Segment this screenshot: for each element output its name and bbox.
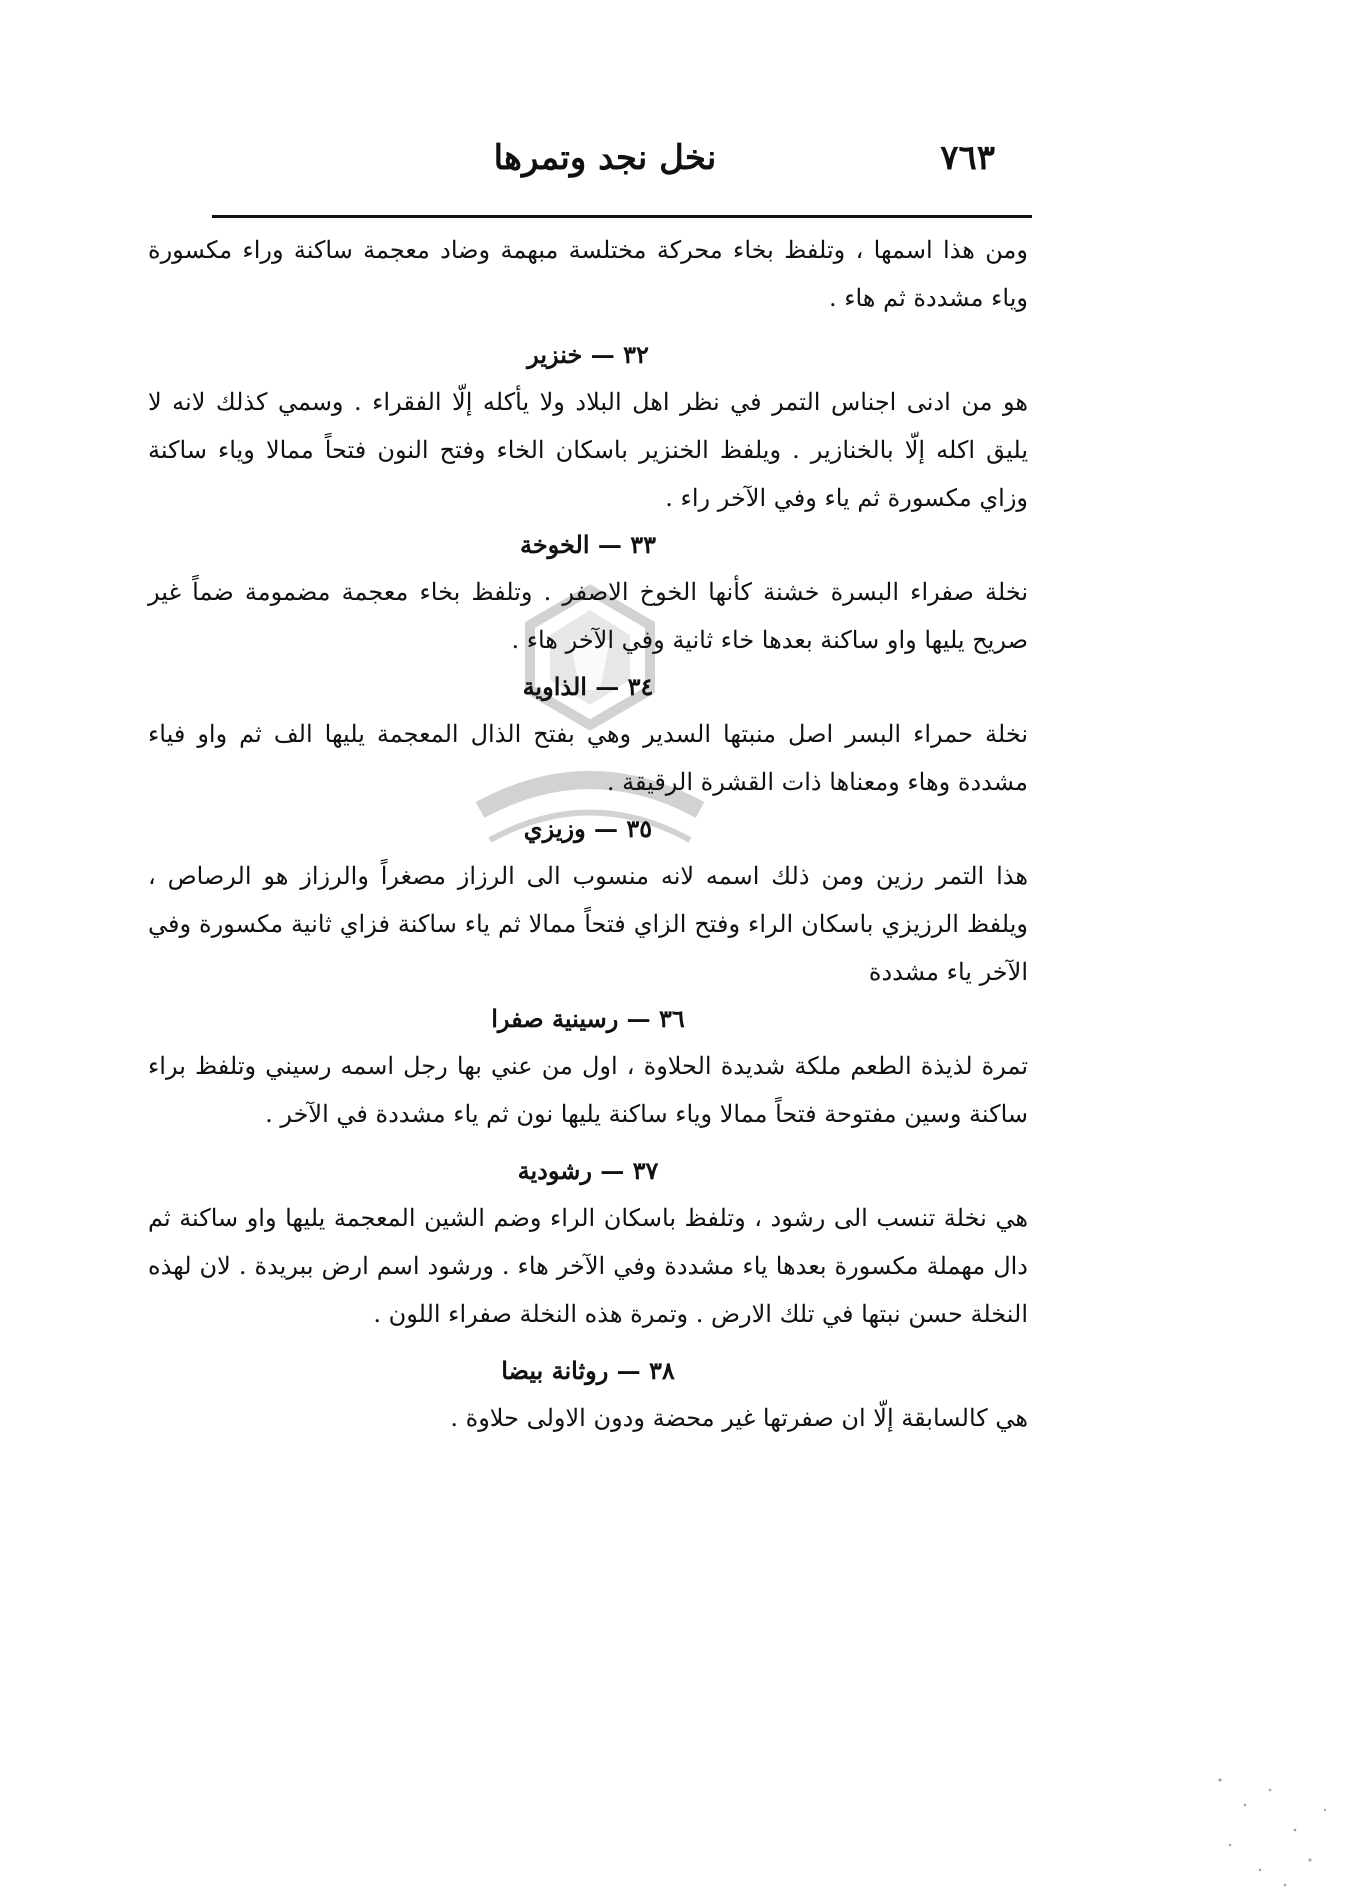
entry-heading-33: ٣٣ — الخوخة <box>519 530 657 559</box>
entry-text-37: هي نخلة تنسب الى رشود ، وتلفظ باسكان الراء وضم الشين المعجمة يليها واو ساكنة ثم دال مهملة مكسورة بعدها ياء مشددة وفي الآخر هاء . ورشود اسم ارض ببريدة . لان لهذه النخلة حسن نبتها في تلك الارض . وتمرة هذه النخلة صفراء اللون . <box>148 1204 1028 1328</box>
header-rule <box>212 215 1032 218</box>
entry-text-33: نخلة صفراء البسرة خشنة كأنها الخوخ الاصفر . وتلفظ بخاء معجمة مضمومة ضماً غير صريح يليها واو ساكنة بعدها خاء ثانية وفي الآخر هاء . <box>148 578 1028 654</box>
body-text <box>148 226 1028 1442</box>
intro-paragraph: ومن هذا اسمها ، وتلفظ بخاء محركة مختلسة مبهمة وضاد معجمة ساكنة وراء مكسورة وياء مشددة ثم هاء . <box>148 236 1028 312</box>
entry-heading-34: ٣٤ — الذاوية <box>522 672 654 701</box>
entry-heading-35: ٣٥ — وزيزي <box>523 814 653 843</box>
entry-heading-36: ٣٦ — رسينية صفرا <box>491 1004 685 1033</box>
entry-text-38: هي كالسابقة إلّا ان صفرتها غير محضة ودون الاولى حلاوة . <box>450 1404 1028 1432</box>
entry-text-34: نخلة حمراء البسر اصل منبتها السدير وهي بفتح الذال المعجمة يليها الف ثم واو فياء مشددة وهاء ومعناها ذات القشرة الرقيقة . <box>148 720 1028 796</box>
entry-text-36: تمرة لذيذة الطعم ملكة شديدة الحلاوة ، اول من عني بها رجل اسمه رسيني وتلفظ براء ساكنة وسين مفتوحة فتحاً ممالا وياء ساكنة يليها نون ثم ياء مشددة في الآخر . <box>148 1052 1028 1128</box>
page-header <box>180 138 1030 194</box>
entry-heading-38: ٣٨ — روثانة بيضا <box>501 1356 675 1385</box>
page-number: ٧٦٣ <box>940 138 995 178</box>
scan-speckles <box>1200 1750 1340 1900</box>
entry-heading-32: ٣٢ — خنزير <box>527 340 649 369</box>
entry-heading-37: ٣٧ — رشودية <box>517 1156 659 1185</box>
running-title: نخل نجد وتمرها <box>493 138 717 178</box>
entry-text-35: هذا التمر رزين ومن ذلك اسمه لانه منسوب الى الرزاز مصغراً والرزاز هو الرصاص ، ويلفظ الرزيزي باسكان الراء وفتح الزاي فتحاً ممالا ثم ياء ساكنة فزاي ثانية مكسورة وفي الآخر ياء مشددة <box>148 862 1028 986</box>
entry-text-32: هو من ادنى اجناس التمر في نظر اهل البلاد ولا يأكله إلّا الفقراء . وسمي كذلك لانه لا يليق اكله إلّا بالخنازير . ويلفظ الخنزير باسكان الخاء وفتح النون فتحاً ممالا وياء ساكنة وزاي مكسورة ثم ياء وفي الآخر راء . <box>148 388 1029 512</box>
